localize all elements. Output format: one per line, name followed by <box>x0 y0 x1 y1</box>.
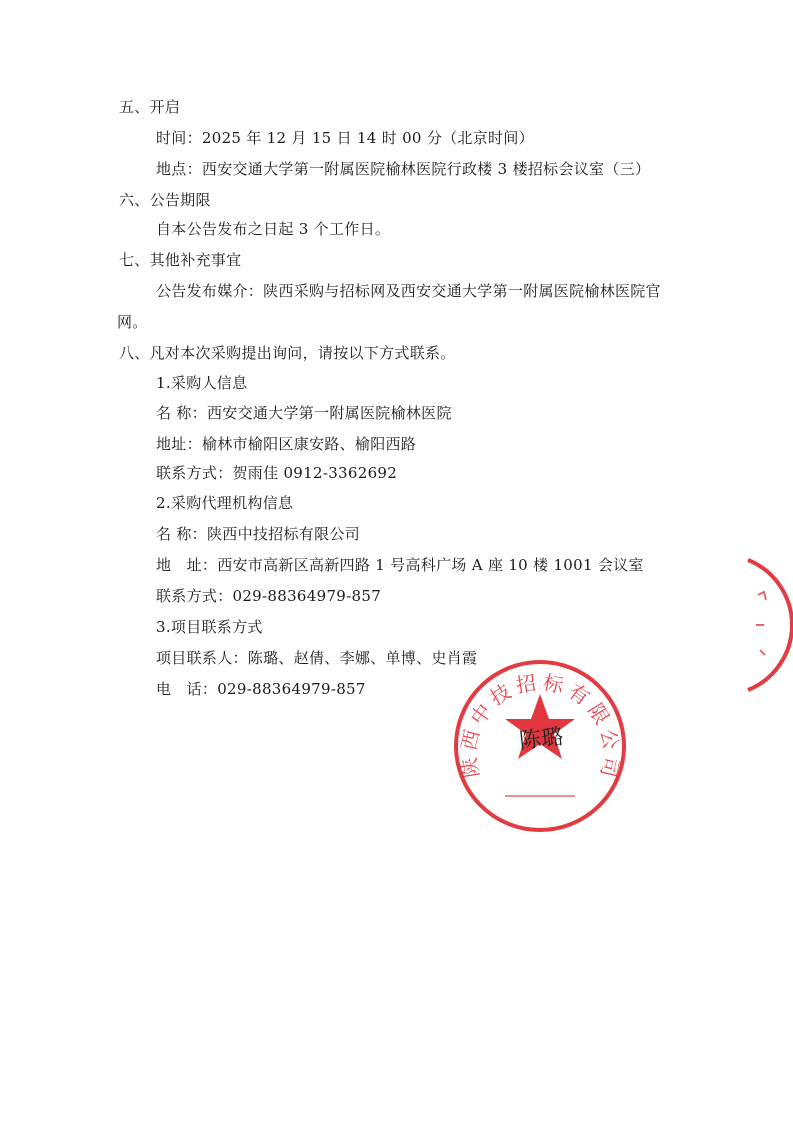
purchaser-title: 1.采购人信息 <box>156 374 248 392</box>
signature: 陈璐 <box>518 724 565 755</box>
opening-time: 时间：2025 年 12 月 15 日 14 时 00 分（北京时间） <box>156 129 534 147</box>
section-5-heading: 五、开启 <box>119 98 181 116</box>
section-6-heading: 六、公告期限 <box>119 191 211 209</box>
section-8-heading: 八、凡对本次采购提出询问，请按以下方式联系。 <box>119 344 456 362</box>
project-contacts: 项目联系人：陈璐、赵倩、李娜、单博、史肖霞 <box>156 649 478 667</box>
section-7-heading: 七、其他补充事宜 <box>119 251 242 269</box>
project-title: 3.项目联系方式 <box>156 618 263 636</box>
project-phone: 电 话：029-88364979-857 <box>156 680 366 698</box>
purchaser-address: 地址：榆林市榆阳区康安路、榆阳西路 <box>156 435 417 453</box>
svg-text:陕西中技招标有限公司: 陕西中技招标有限公司 <box>456 669 624 785</box>
media-line-1: 公告发布媒介：陕西采购与招标网及西安交通大学第一附属医院榆林医院官 <box>156 282 661 300</box>
agency-title: 2.采购代理机构信息 <box>156 494 294 512</box>
purchaser-name: 名 称：西安交通大学第一附属医院榆林医院 <box>156 404 452 422</box>
purchaser-contact: 联系方式：贺雨佳 0912-3362692 <box>156 464 398 482</box>
partial-seal-icon <box>728 555 793 695</box>
notice-period: 自本公告发布之日起 3 个工作日。 <box>156 220 391 238</box>
agency-contact: 联系方式：029-88364979-857 <box>156 587 382 605</box>
agency-name: 名 称：陕西中技招标有限公司 <box>156 525 360 543</box>
agency-address: 地 址：西安市高新区高新四路 1 号高科广场 A 座 10 楼 1001 会议室 <box>156 556 644 574</box>
opening-place: 地点：西安交通大学第一附属医院榆林医院行政楼 3 楼招标会议室（三） <box>156 160 651 178</box>
media-line-2: 网。 <box>117 313 148 331</box>
